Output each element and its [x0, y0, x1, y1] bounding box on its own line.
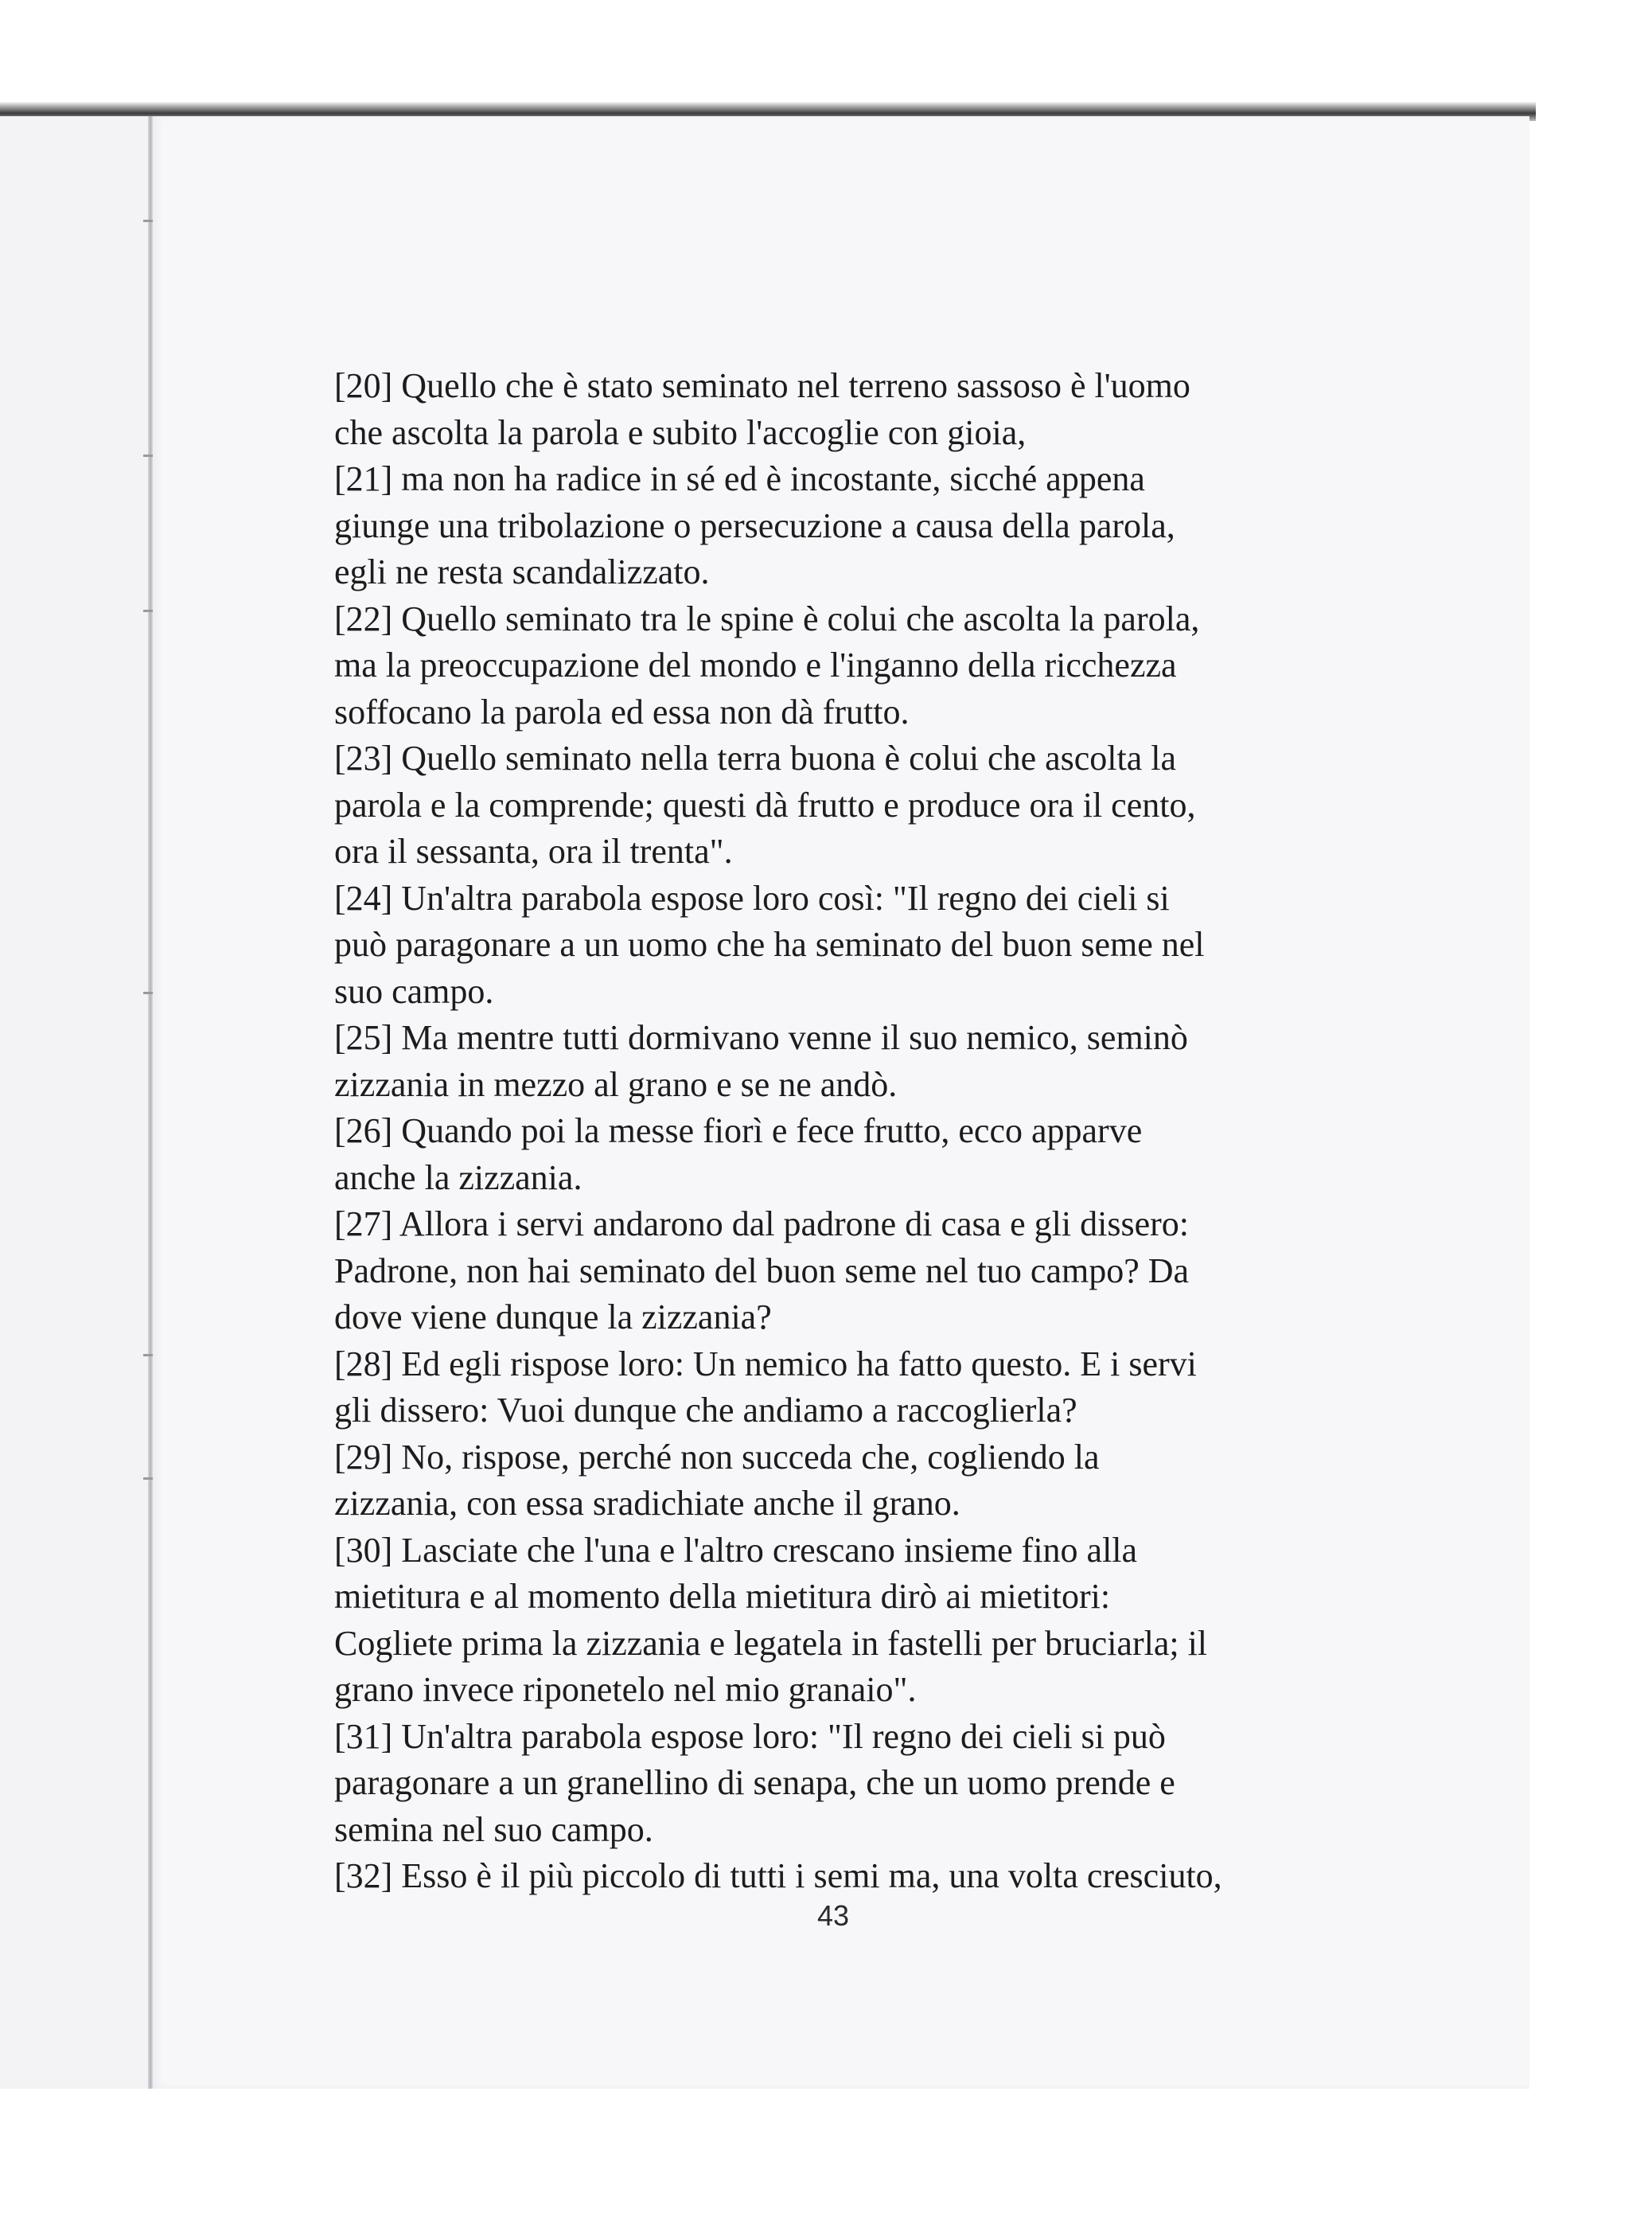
text-line: gli dissero: Vuoi dunque che andiamo a raccoglierla?	[334, 1391, 1077, 1430]
text-line: [27] Allora i servi andarono dal padrone di casa e gli dissero:	[334, 1204, 1190, 1243]
text-line: [26] Quando poi la messe fiorì e fece frutto, ecco apparve	[334, 1111, 1143, 1150]
text-line: ora il sessanta, ora il trenta".	[334, 832, 733, 871]
text-line: grano invece riponetelo nel mio granaio".	[334, 1670, 917, 1709]
text-line: che ascolta la parola e subito l'accoglie con gioia,	[334, 412, 1027, 452]
text-line: [25] Ma mentre tutti dormivano venne il suo nemico, seminò	[334, 1018, 1188, 1057]
text-line: soffocano la parola ed essa non dà frutto.	[334, 692, 910, 732]
text-line: [21] ma non ha radice in sé ed è incostante, sicché appena	[334, 459, 1145, 498]
text-line: paragonare a un granellino di senapa, che un uomo prende e	[334, 1763, 1175, 1802]
text-line: [31] Un'altra parabola espose loro: "Il regno dei cieli si può	[334, 1716, 1166, 1756]
page-number: 43	[816, 1899, 850, 1932]
text-line: Padrone, non hai seminato del buon seme nel tuo campo? Da	[334, 1250, 1190, 1290]
text-line: egli ne resta scandalizzato.	[334, 552, 710, 591]
text-line: suo campo.	[334, 971, 494, 1011]
scripture-text	[334, 363, 1544, 1900]
document-page	[153, 116, 1529, 2089]
text-line: [30] Lasciate che l'una e l'altro crescano insieme fino alla	[334, 1530, 1138, 1570]
text-line: [24] Un'altra parabola espose loro così: "Il regno dei cieli si	[334, 878, 1170, 918]
text-line: ma la preoccupazione del mondo e l'inganno della ricchezza	[334, 646, 1177, 685]
text-line: [22] Quello seminato tra le spine è colui che ascolta la parola,	[334, 599, 1200, 638]
text-line: mietitura e al momento della mietitura dirò ai mietitori:	[334, 1577, 1111, 1616]
text-line: anche la zizzania.	[334, 1157, 582, 1197]
text-line: parola e la comprende; questi dà frutto e produce ora il cento,	[334, 785, 1196, 825]
text-line: zizzania, con essa sradichiate anche il grano.	[334, 1484, 960, 1523]
text-line: dove viene dunque la zizzania?	[334, 1297, 772, 1336]
text-line: può paragonare a un uomo che ha seminato del buon seme nel	[334, 925, 1205, 964]
text-line: giunge una tribolazione o persecuzione a causa della parola,	[334, 505, 1175, 545]
text-line: [32] Esso è il più piccolo di tutti i semi ma, una volta cresciuto,	[334, 1856, 1222, 1895]
text-line: [29] No, rispose, perché non succeda che, cogliendo la	[334, 1437, 1100, 1477]
text-line: [20] Quello che è stato seminato nel terreno sassoso è l'uomo	[334, 366, 1190, 405]
text-line: Cogliete prima la zizzania e legatela in fastelli per bruciarla; il	[334, 1623, 1208, 1663]
text-line: semina nel suo campo.	[334, 1809, 653, 1849]
facing-page	[0, 116, 148, 2089]
text-line: [23] Quello seminato nella terra buona è colui che ascolta la	[334, 739, 1177, 778]
text-line: zizzania in mezzo al grano e se ne andò.	[334, 1064, 898, 1104]
booklet-spread	[0, 116, 1529, 2089]
text-line: [28] Ed egli rispose loro: Un nemico ha fatto questo. E i servi	[334, 1344, 1197, 1383]
